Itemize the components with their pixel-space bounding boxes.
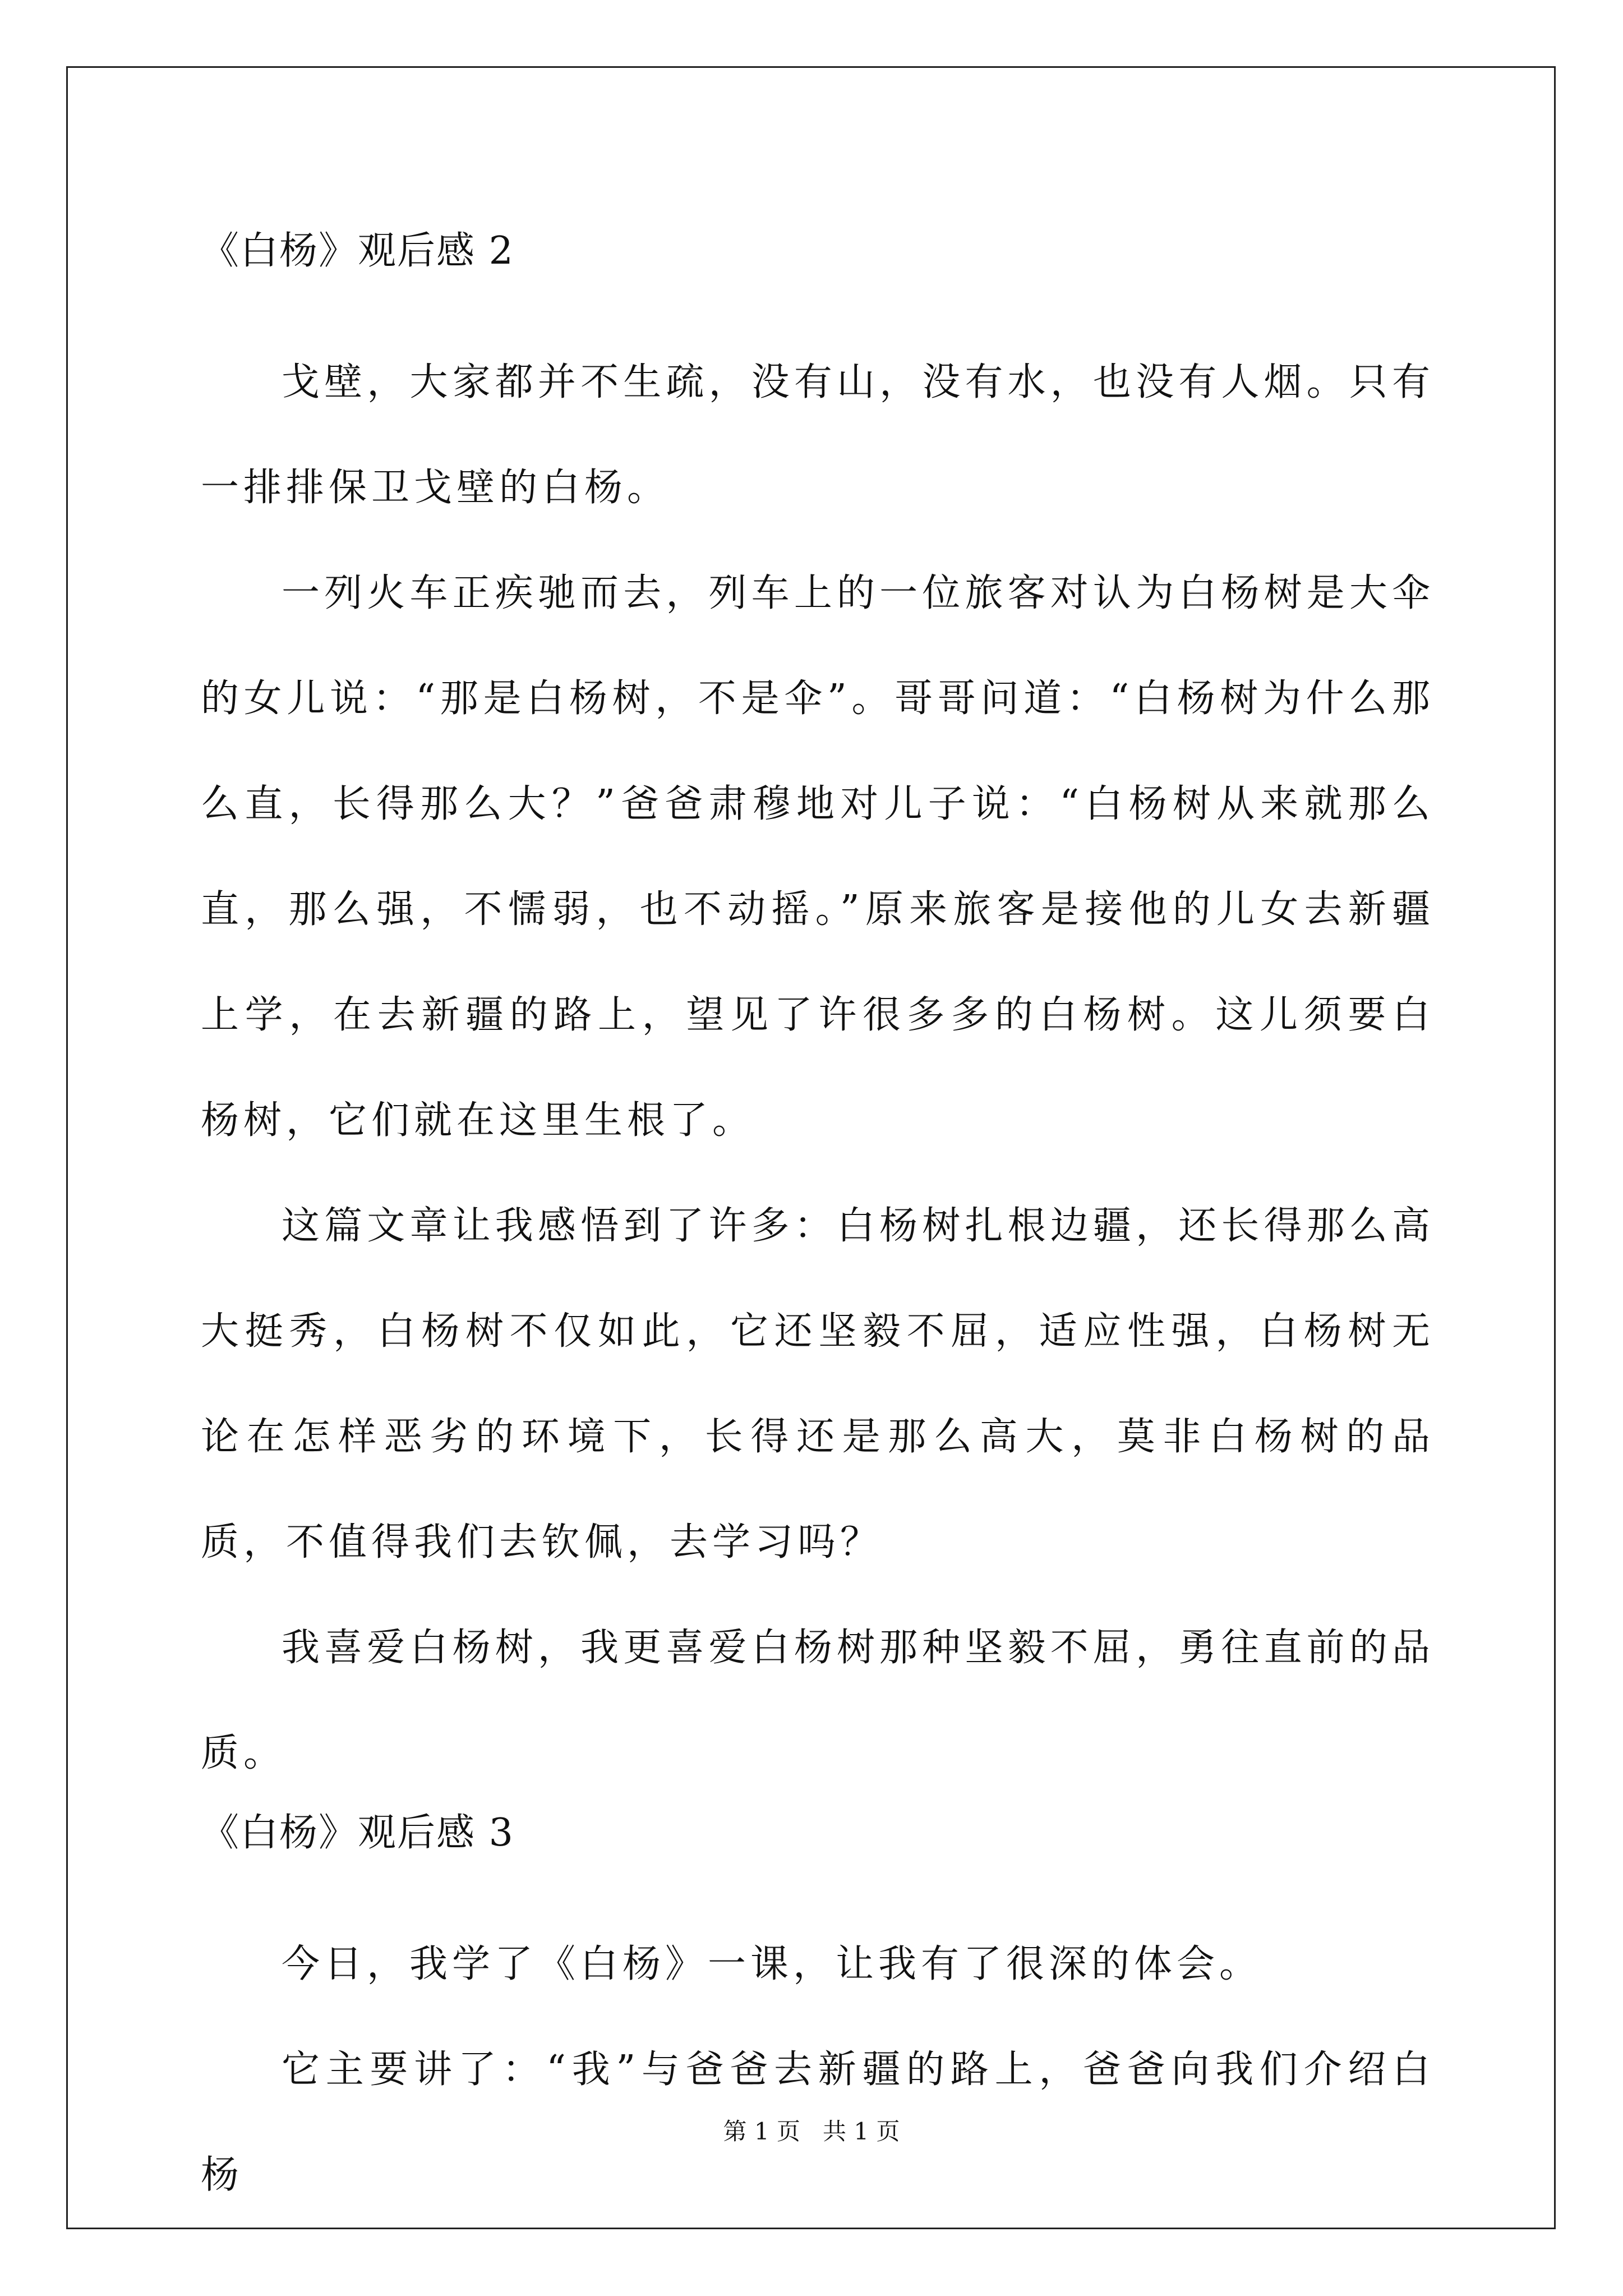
- paragraph: 我喜爱白杨树，我更喜爱白杨树那种坚毅不屈，勇往直前的品质。: [201, 1626, 1435, 1775]
- document-body: [201, 224, 1435, 2228]
- paragraph: 戈壁，大家都并不生疏，没有山，没有水，也没有人烟。只有一排排保卫戈壁的白杨。: [201, 360, 1435, 510]
- paragraph: 这篇文章让我感悟到了许多：白杨树扎根边疆，还长得那么高大挺秀，白杨树不仅如此，它还坚毅不屈，适应性强，白杨树无论在怎样恶劣的环境下，长得还是那么高大，莫非白杨树的品质，不值得我们去钦佩，去学习吗？: [201, 1204, 1435, 1565]
- section-heading: 《白杨》观后感 3: [201, 1811, 514, 1855]
- paragraph: 一列火车正疾驰而去，列车上的一位旅客对认为白杨树是大伞的女儿说：“那是白杨树，不是伞”。哥哥问道：“白杨树为什么那么直，长得那么大？”爸爸肃穆地对儿子说：“白杨树从来就那么直，那么强，不懦弱，也不动摇。”原来旅客是接他的儿女去新疆上学，在去新疆的路上，望见了许很多多的白杨树。这儿须要白杨树，它们就在这里生根了。: [201, 571, 1435, 1143]
- paragraph: 它主要讲了：“我”与爸爸去新疆的路上，爸爸向我们介绍白杨: [201, 2047, 1435, 2197]
- paragraph: 今日，我学了《白杨》一课，让我有了很深的体会。: [282, 1942, 1262, 1986]
- section-heading: 《白杨》观后感 2: [201, 229, 514, 273]
- page-footer: 第 1 页 共 1 页: [723, 2118, 900, 2145]
